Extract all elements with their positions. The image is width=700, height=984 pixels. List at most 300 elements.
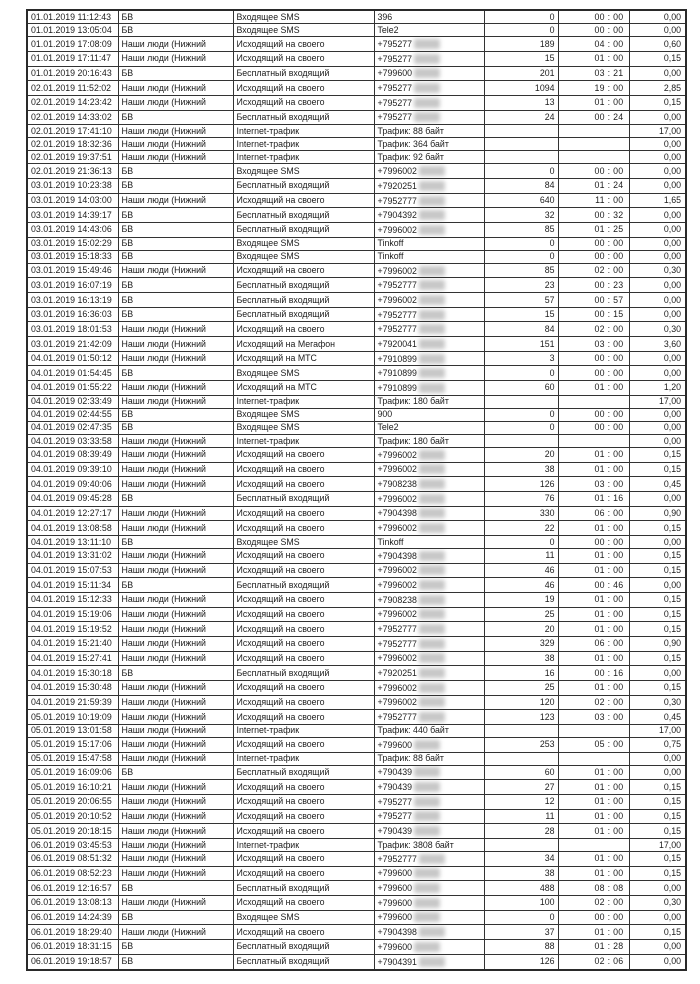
cell-tariff: БВ [118, 66, 233, 81]
redacted-number-blur [414, 39, 440, 49]
cell-number: +7996002 [374, 695, 484, 710]
cell-service: Бесплатный входящий [233, 293, 374, 308]
table-row [27, 421, 686, 434]
cell-cost: 1,20 [629, 381, 686, 396]
cell-number: +7920041 [374, 337, 484, 352]
cell-number: Tinkoff [374, 535, 484, 548]
cell-datetime: 04.01.2019 09:39:10 [27, 462, 118, 477]
cell-datetime: 05.01.2019 16:09:06 [27, 765, 118, 780]
cell-units: 84 [484, 179, 558, 194]
table-row [27, 752, 686, 765]
cell-number: Tele2 [374, 24, 484, 37]
cell-units: 20 [484, 622, 558, 637]
cell-datetime: 04.01.2019 13:11:10 [27, 535, 118, 548]
cell-number: +7996002 [374, 651, 484, 666]
cell-cost: 0,30 [629, 322, 686, 337]
cell-number: +7996002 [374, 447, 484, 462]
cell-number: +790439 [374, 824, 484, 839]
cell-tariff: БВ [118, 10, 233, 24]
table-row [27, 622, 686, 637]
cell-cost: 0,00 [629, 208, 686, 223]
cell-number: +7904398 [374, 506, 484, 521]
cell-cost: 0,30 [629, 895, 686, 910]
cell-number: +795277 [374, 37, 484, 52]
table-row [27, 179, 686, 194]
redacted-number-blur [419, 609, 445, 619]
redacted-number-blur [419, 668, 445, 678]
cell-cost: 0,00 [629, 151, 686, 164]
cell-tariff: Наши люди (Нижний [118, 95, 233, 110]
redacted-number-blur [419, 225, 445, 235]
cell-number: +7952777 [374, 636, 484, 651]
redacted-number-blur [419, 653, 445, 663]
cell-number: +795277 [374, 809, 484, 824]
cell-datetime: 01.01.2019 20:16:43 [27, 66, 118, 81]
cell-duration: 00 : 57 [558, 293, 629, 308]
table-row [27, 954, 686, 970]
cell-datetime: 03.01.2019 15:49:46 [27, 263, 118, 278]
redacted-number-blur [414, 68, 440, 78]
cell-duration [558, 752, 629, 765]
cell-tariff: Наши люди (Нижний [118, 866, 233, 881]
cell-units: 0 [484, 910, 558, 925]
cell-cost: 0,00 [629, 293, 686, 308]
redacted-number-blur [419, 551, 445, 561]
cell-cost: 0,15 [629, 95, 686, 110]
cell-tariff: БВ [118, 910, 233, 925]
cell-units [484, 838, 558, 851]
cell-duration: 01 : 00 [558, 521, 629, 536]
cell-cost: 0,15 [629, 521, 686, 536]
cell-service: Исходящий на своего [233, 462, 374, 477]
cell-number: +7952777 [374, 851, 484, 866]
cell-number: +7952777 [374, 710, 484, 725]
cell-service: Исходящий на своего [233, 824, 374, 839]
cell-service: Бесплатный входящий [233, 223, 374, 238]
cell-cost: 0,15 [629, 592, 686, 607]
cell-datetime: 04.01.2019 09:40:06 [27, 477, 118, 492]
redacted-number-blur [419, 368, 445, 378]
cell-service: Исходящий на своего [233, 506, 374, 521]
cell-number: +7952777 [374, 193, 484, 208]
redacted-number-blur [414, 767, 440, 777]
cell-number: +7952777 [374, 307, 484, 322]
cell-datetime: 03.01.2019 21:42:09 [27, 337, 118, 352]
cell-number: +7908238 [374, 477, 484, 492]
cell-duration [558, 395, 629, 408]
cell-cost: 0,30 [629, 695, 686, 710]
redacted-number-blur [419, 927, 445, 937]
cell-tariff: Наши люди (Нижний [118, 607, 233, 622]
cell-service: Бесплатный входящий [233, 66, 374, 81]
cell-duration: 01 : 00 [558, 765, 629, 780]
table-row [27, 737, 686, 752]
cell-service: Входящее SMS [233, 535, 374, 548]
cell-units [484, 724, 558, 737]
cell-units: 330 [484, 506, 558, 521]
table-row [27, 910, 686, 925]
cell-tariff: Наши люди (Нижний [118, 37, 233, 52]
cell-tariff: БВ [118, 223, 233, 238]
cell-service: Исходящий на своего [233, 895, 374, 910]
cell-cost: 0,15 [629, 851, 686, 866]
cell-units: 38 [484, 866, 558, 881]
cell-datetime: 03.01.2019 15:18:33 [27, 250, 118, 263]
cell-tariff: БВ [118, 535, 233, 548]
cell-datetime: 04.01.2019 02:33:49 [27, 395, 118, 408]
cell-cost: 0,15 [629, 809, 686, 824]
cell-tariff: Наши люди (Нижний [118, 51, 233, 66]
table-row [27, 563, 686, 578]
table-row [27, 724, 686, 737]
cell-datetime: 06.01.2019 12:16:57 [27, 881, 118, 896]
cell-duration: 00 : 00 [558, 164, 629, 179]
cell-duration: 01 : 00 [558, 548, 629, 563]
cell-units: 85 [484, 223, 558, 238]
cell-duration [558, 724, 629, 737]
table-row [27, 37, 686, 52]
cell-service: Исходящий на своего [233, 193, 374, 208]
cell-service: Входящее SMS [233, 164, 374, 179]
cell-datetime: 04.01.2019 12:27:17 [27, 506, 118, 521]
cell-number: +7904391 [374, 954, 484, 970]
cell-tariff: Наши люди (Нижний [118, 81, 233, 96]
cell-tariff: БВ [118, 278, 233, 293]
cell-datetime: 04.01.2019 13:31:02 [27, 548, 118, 563]
cell-units: 20 [484, 447, 558, 462]
cell-tariff: Наши люди (Нижний [118, 548, 233, 563]
cell-number: +7996002 [374, 462, 484, 477]
cell-tariff: БВ [118, 666, 233, 681]
cell-units: 34 [484, 851, 558, 866]
cell-number: +799600 [374, 910, 484, 925]
cell-datetime: 04.01.2019 15:11:34 [27, 578, 118, 593]
redacted-number-blur [419, 450, 445, 460]
cell-duration: 03 : 00 [558, 477, 629, 492]
redacted-number-blur [419, 166, 445, 176]
cell-service: Исходящий на своего [233, 780, 374, 795]
cell-cost: 0,00 [629, 434, 686, 447]
table-row [27, 925, 686, 940]
cell-number: Трафик: 88 байт [374, 752, 484, 765]
table-row [27, 250, 686, 263]
table-row [27, 636, 686, 651]
cell-cost: 0,15 [629, 462, 686, 477]
cell-number: +7996002 [374, 293, 484, 308]
cell-duration: 01 : 00 [558, 851, 629, 866]
cell-tariff: Наши люди (Нижний [118, 351, 233, 366]
cell-cost: 0,15 [629, 563, 686, 578]
cell-duration: 01 : 00 [558, 563, 629, 578]
cell-number: +7996002 [374, 263, 484, 278]
cell-datetime: 03.01.2019 14:43:06 [27, 223, 118, 238]
cell-duration: 02 : 00 [558, 895, 629, 910]
cell-cost: 0,15 [629, 651, 686, 666]
cell-number: +799600 [374, 895, 484, 910]
cell-tariff: Наши люди (Нижний [118, 322, 233, 337]
table-row [27, 381, 686, 396]
cell-cost: 0,00 [629, 164, 686, 179]
cell-cost: 0,75 [629, 737, 686, 752]
cell-number: +7996002 [374, 491, 484, 506]
cell-service: Входящее SMS [233, 250, 374, 263]
cell-tariff: Наши люди (Нижний [118, 506, 233, 521]
cell-units: 46 [484, 563, 558, 578]
call-detail-table [26, 9, 687, 971]
cell-cost: 17,00 [629, 838, 686, 851]
cell-tariff: БВ [118, 164, 233, 179]
redacted-number-blur [419, 339, 445, 349]
cell-tariff: БВ [118, 179, 233, 194]
cell-cost: 0,30 [629, 263, 686, 278]
cell-number: Трафик: 180 байт [374, 434, 484, 447]
cell-number: Трафик: 364 байт [374, 138, 484, 151]
cell-units [484, 138, 558, 151]
cell-duration: 01 : 00 [558, 925, 629, 940]
cell-units: 84 [484, 322, 558, 337]
cell-tariff: БВ [118, 24, 233, 37]
cell-units: 57 [484, 293, 558, 308]
cell-units: 488 [484, 881, 558, 896]
redacted-number-blur [419, 712, 445, 722]
table-row [27, 237, 686, 250]
cell-duration: 00 : 00 [558, 351, 629, 366]
cell-cost: 0,00 [629, 939, 686, 954]
cell-duration: 01 : 00 [558, 622, 629, 637]
redacted-number-blur [419, 383, 445, 393]
cell-datetime: 05.01.2019 10:19:09 [27, 710, 118, 725]
cell-service: Входящее SMS [233, 10, 374, 24]
cell-service: Исходящий на своего [233, 695, 374, 710]
cell-number: +799600 [374, 939, 484, 954]
redacted-number-blur [414, 112, 440, 122]
cell-service: Internet-трафик [233, 395, 374, 408]
cell-cost: 17,00 [629, 724, 686, 737]
cell-duration: 01 : 16 [558, 491, 629, 506]
cell-duration: 06 : 00 [558, 636, 629, 651]
table-row [27, 208, 686, 223]
table-row [27, 607, 686, 622]
table-row [27, 695, 686, 710]
cell-service: Исходящий на своего [233, 651, 374, 666]
cell-number: +799600 [374, 866, 484, 881]
cell-service: Исходящий на своего [233, 794, 374, 809]
cell-cost: 0,00 [629, 535, 686, 548]
cell-duration: 04 : 00 [558, 37, 629, 52]
cell-number: +7904398 [374, 548, 484, 563]
redacted-number-blur [419, 580, 445, 590]
table-row [27, 278, 686, 293]
cell-datetime: 04.01.2019 08:39:49 [27, 447, 118, 462]
cell-duration: 01 : 00 [558, 809, 629, 824]
table-row [27, 293, 686, 308]
cell-tariff: Наши люди (Нижний [118, 125, 233, 138]
cell-units: 60 [484, 765, 558, 780]
table-row [27, 95, 686, 110]
cell-service: Входящее SMS [233, 366, 374, 381]
cell-tariff: Наши люди (Нижний [118, 477, 233, 492]
cell-tariff: Наши люди (Нижний [118, 851, 233, 866]
cell-service: Бесплатный входящий [233, 307, 374, 322]
cell-service: Бесплатный входящий [233, 179, 374, 194]
cell-datetime: 04.01.2019 02:47:35 [27, 421, 118, 434]
redacted-number-blur [419, 624, 445, 634]
redacted-number-blur [414, 782, 440, 792]
cell-datetime: 01.01.2019 17:11:47 [27, 51, 118, 66]
cell-number: Трафик: 180 байт [374, 395, 484, 408]
cell-service: Исходящий на своего [233, 51, 374, 66]
cell-duration: 00 : 00 [558, 237, 629, 250]
redacted-number-blur [419, 196, 445, 206]
table-row [27, 680, 686, 695]
cell-tariff: Наши люди (Нижний [118, 651, 233, 666]
cell-units: 123 [484, 710, 558, 725]
cell-tariff: Наши люди (Нижний [118, 447, 233, 462]
cell-service: Входящее SMS [233, 408, 374, 421]
cell-units: 189 [484, 37, 558, 52]
cell-number: +7996002 [374, 521, 484, 536]
cell-duration: 01 : 00 [558, 51, 629, 66]
table-row [27, 651, 686, 666]
table-row [27, 578, 686, 593]
table-row [27, 447, 686, 462]
cell-service: Исходящий на своего [233, 710, 374, 725]
cell-datetime: 02.01.2019 17:41:10 [27, 125, 118, 138]
redacted-number-blur [414, 83, 440, 93]
cell-service: Бесплатный входящий [233, 881, 374, 896]
cell-duration: 01 : 00 [558, 651, 629, 666]
cell-tariff: БВ [118, 491, 233, 506]
cell-number: +795277 [374, 110, 484, 125]
redacted-number-blur [419, 639, 445, 649]
cell-service: Бесплатный входящий [233, 765, 374, 780]
cell-service: Исходящий на своего [233, 563, 374, 578]
table-row [27, 307, 686, 322]
cell-number: +7996002 [374, 223, 484, 238]
cell-duration [558, 434, 629, 447]
cell-duration: 01 : 00 [558, 794, 629, 809]
cell-datetime: 02.01.2019 18:32:36 [27, 138, 118, 151]
cell-service: Исходящий на своего [233, 81, 374, 96]
cell-datetime: 03.01.2019 10:23:38 [27, 179, 118, 194]
cell-tariff: Наши люди (Нижний [118, 780, 233, 795]
cell-units: 0 [484, 250, 558, 263]
cell-number: +7910899 [374, 351, 484, 366]
cell-tariff: БВ [118, 954, 233, 970]
cell-units: 3 [484, 351, 558, 366]
cell-units: 0 [484, 164, 558, 179]
cell-number: +799600 [374, 737, 484, 752]
cell-duration: 01 : 00 [558, 592, 629, 607]
cell-cost: 0,00 [629, 351, 686, 366]
cell-datetime: 02.01.2019 21:36:13 [27, 164, 118, 179]
cell-units [484, 125, 558, 138]
cell-tariff: Наши люди (Нижний [118, 592, 233, 607]
table-row [27, 24, 686, 37]
cell-units: 46 [484, 578, 558, 593]
cell-units: 37 [484, 925, 558, 940]
cell-tariff: Наши люди (Нижний [118, 752, 233, 765]
redacted-number-blur [419, 310, 445, 320]
cell-datetime: 04.01.2019 15:12:33 [27, 592, 118, 607]
cell-cost: 0,00 [629, 666, 686, 681]
cell-tariff: Наши люди (Нижний [118, 193, 233, 208]
table-row [27, 434, 686, 447]
cell-units: 11 [484, 809, 558, 824]
cell-tariff: Наши люди (Нижний [118, 737, 233, 752]
cell-number: +795277 [374, 95, 484, 110]
redacted-number-blur [419, 523, 445, 533]
cell-datetime: 03.01.2019 16:13:19 [27, 293, 118, 308]
cell-service: Исходящий на МТС [233, 381, 374, 396]
cell-duration: 03 : 00 [558, 710, 629, 725]
redacted-number-blur [419, 697, 445, 707]
cell-tariff: БВ [118, 307, 233, 322]
cell-duration: 00 : 00 [558, 910, 629, 925]
cell-service: Исходящий на своего [233, 680, 374, 695]
cell-cost: 0,60 [629, 37, 686, 52]
cell-number: Tele2 [374, 421, 484, 434]
cell-cost: 0,90 [629, 506, 686, 521]
cell-tariff: БВ [118, 881, 233, 896]
table-row [27, 81, 686, 96]
cell-datetime: 06.01.2019 03:45:53 [27, 838, 118, 851]
cell-service: Исходящий на своего [233, 866, 374, 881]
cell-units [484, 151, 558, 164]
cell-cost: 0,15 [629, 51, 686, 66]
table-row [27, 223, 686, 238]
cell-units: 88 [484, 939, 558, 954]
cell-number: Трафик: 88 байт [374, 125, 484, 138]
cell-duration: 01 : 00 [558, 381, 629, 396]
redacted-number-blur [419, 683, 445, 693]
cell-datetime: 05.01.2019 15:47:58 [27, 752, 118, 765]
cell-datetime: 04.01.2019 09:45:28 [27, 491, 118, 506]
cell-service: Исходящий на своего [233, 737, 374, 752]
redacted-number-blur [419, 595, 445, 605]
cell-duration: 06 : 00 [558, 506, 629, 521]
cell-datetime: 03.01.2019 16:36:03 [27, 307, 118, 322]
cell-datetime: 04.01.2019 15:27:41 [27, 651, 118, 666]
cell-units: 0 [484, 24, 558, 37]
table-row [27, 66, 686, 81]
table-row [27, 809, 686, 824]
table-row [27, 895, 686, 910]
cell-cost: 0,00 [629, 179, 686, 194]
table-row [27, 151, 686, 164]
cell-tariff: Наши люди (Нижний [118, 381, 233, 396]
table-row [27, 780, 686, 795]
table-row [27, 491, 686, 506]
cell-units: 19 [484, 592, 558, 607]
cell-number: +799600 [374, 66, 484, 81]
cell-datetime: 05.01.2019 13:01:58 [27, 724, 118, 737]
cell-cost: 0,00 [629, 223, 686, 238]
table-row [27, 125, 686, 138]
cell-tariff: Наши люди (Нижний [118, 151, 233, 164]
redacted-number-blur [414, 912, 440, 922]
table-row [27, 477, 686, 492]
cell-datetime: 04.01.2019 02:44:55 [27, 408, 118, 421]
table-row [27, 110, 686, 125]
cell-duration [558, 838, 629, 851]
table-row [27, 794, 686, 809]
cell-datetime: 03.01.2019 18:01:53 [27, 322, 118, 337]
cell-tariff: БВ [118, 578, 233, 593]
table-row [27, 765, 686, 780]
cell-duration: 00 : 16 [558, 666, 629, 681]
cell-cost: 0,00 [629, 954, 686, 970]
